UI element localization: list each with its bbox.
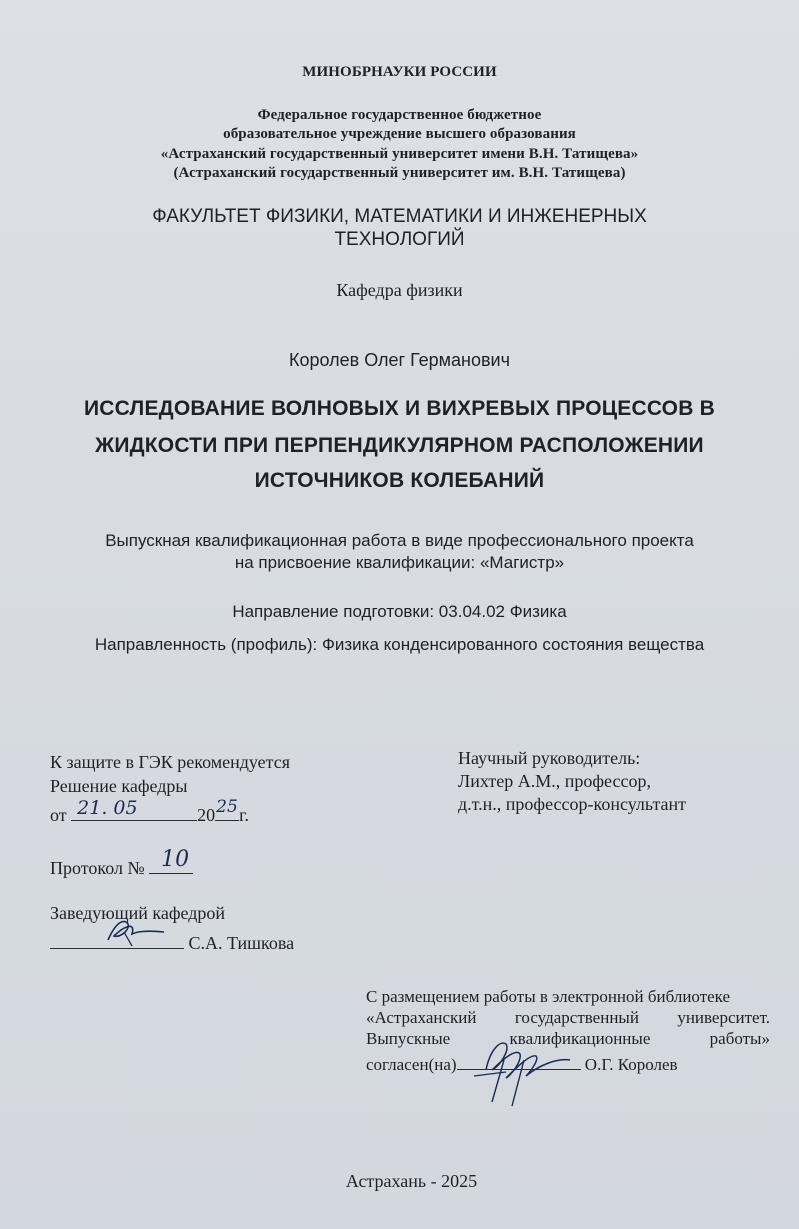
department-name: Кафедра физики xyxy=(336,280,463,300)
year-blank xyxy=(215,797,239,821)
thesis-title-line-2: ЖИДКОСТИ ПРИ ПЕРПЕНДИКУЛЯРНОМ РАСПОЛОЖЕНИИ xyxy=(95,434,704,457)
consent-word: государственный xyxy=(514,1008,639,1027)
decision-date-row xyxy=(50,797,249,826)
protocol-blank xyxy=(149,847,193,874)
handwritten-date: 21. 05 xyxy=(77,797,138,819)
date-blank xyxy=(71,797,197,821)
head-signature-row xyxy=(50,928,294,954)
year-prefix: 20 xyxy=(197,805,216,825)
year-suffix: г. xyxy=(239,805,249,825)
consent-line-2 xyxy=(366,1008,770,1028)
faculty-line-2: ТЕХНОЛОГИЙ xyxy=(334,229,465,250)
consent-word: работы» xyxy=(709,1029,770,1048)
handwritten-year: 25 xyxy=(216,797,238,817)
date-from-label: от xyxy=(50,805,67,825)
consent-word: «Астраханский xyxy=(366,1008,477,1027)
institution-line-4: (Астраханский государственный университет им. В.Н. Татищева) xyxy=(173,165,626,181)
defense-recommendation: К защите в ГЭК рекомендуется xyxy=(50,752,291,772)
consent-word: квалификационные xyxy=(509,1029,651,1048)
supervisor-degree: д.т.н., профессор-консультант xyxy=(458,794,687,814)
institution-line-2: образовательное учреждение высшего образования xyxy=(223,126,576,142)
study-direction: Направление подготовки: 03.04.02 Физика xyxy=(232,602,567,621)
institution-line-3: «Астраханский государственный университет имени В.Н. Татищева» xyxy=(160,146,639,162)
faculty-line-1: ФАКУЛЬТЕТ ФИЗИКИ, МАТЕМАТИКИ И ИНЖЕНЕРНЫХ xyxy=(152,206,647,227)
work-type-line-2: на присвоение квалификации: «Магистр» xyxy=(234,553,565,572)
supervisor-name: Лихтер А.М., профессор, xyxy=(458,771,651,791)
consent-line-1: С размещением работы в электронной библиотеке xyxy=(366,987,731,1006)
consent-word: университет. xyxy=(677,1008,770,1027)
work-type-line-1: Выпускная квалификационная работа в виде профессионального проекта xyxy=(105,531,694,550)
ministry-title: МИНОБРНАУКИ РОССИИ xyxy=(302,64,497,80)
department-decision: Решение кафедры xyxy=(50,776,188,796)
protocol-label: Протокол № xyxy=(50,858,145,878)
consent-author-name: О.Г. Королев xyxy=(584,1055,678,1074)
handwritten-protocol-number: 10 xyxy=(161,847,190,872)
head-name: С.А. Тишкова xyxy=(188,933,295,953)
head-signature-blank xyxy=(50,928,184,949)
author-signature-scribble xyxy=(466,1030,576,1110)
supervisor-label: Научный руководитель: xyxy=(458,748,641,768)
consent-agree-label: согласен(на) xyxy=(366,1055,457,1074)
thesis-title-line-3: ИСТОЧНИКОВ КОЛЕБАНИЙ xyxy=(254,469,545,492)
institution-line-1: Федеральное государственное бюджетное xyxy=(257,107,542,123)
protocol-row xyxy=(50,847,193,879)
head-of-department-label: Заведующий кафедрой xyxy=(50,903,226,923)
author-name: Королев Олег Германович xyxy=(289,350,510,370)
head-signature-scribble xyxy=(102,914,172,950)
thesis-title-line-1: ИССЛЕДОВАНИЕ ВОЛНОВЫХ И ВИХРЕВЫХ ПРОЦЕССОВ В xyxy=(84,397,715,420)
city-year-footer: Астрахань - 2025 xyxy=(345,1171,478,1191)
consent-word: Выпускные xyxy=(366,1029,451,1048)
study-profile: Направленность (профиль): Физика конденсированного состояния вещества xyxy=(94,635,705,654)
